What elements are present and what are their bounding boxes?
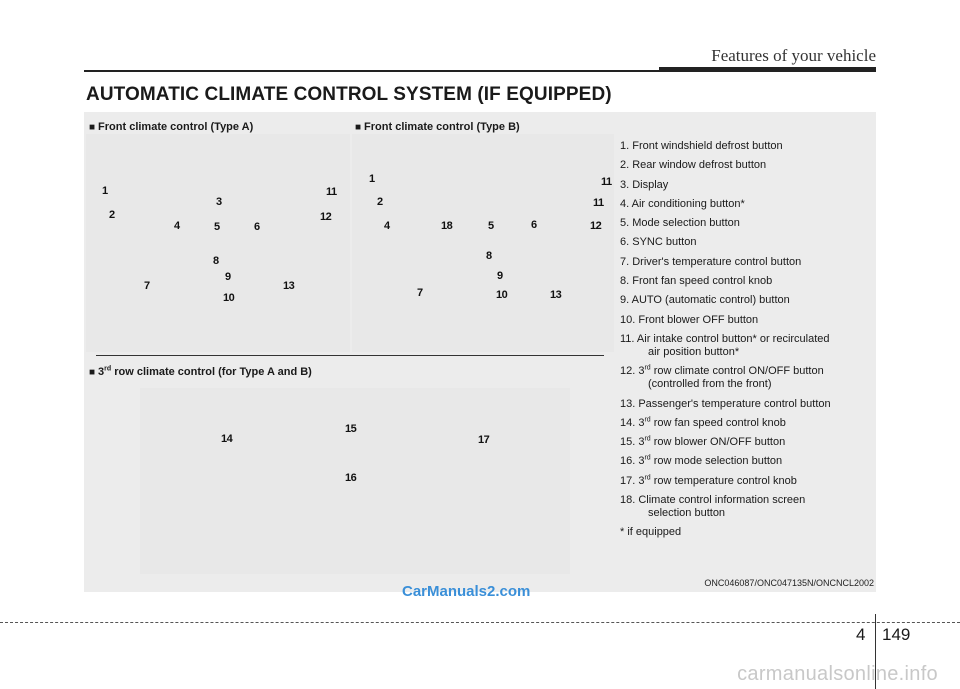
callout-a-8: 8 — [213, 255, 219, 267]
legend-item — [620, 417, 876, 430]
legend-item — [620, 365, 876, 391]
climate-control-type-b-image — [352, 134, 614, 352]
site-watermark: carmanualsonline.info — [737, 663, 938, 685]
legend-item-text: 5. Mode selection button — [620, 217, 740, 230]
caption-third-row — [89, 366, 312, 378]
callout-a-3: 3 — [216, 196, 222, 208]
legend-item — [620, 475, 876, 488]
square-bullet-icon: ■ — [89, 122, 96, 133]
legend-item-text: 4. Air conditioning button* — [620, 197, 745, 210]
legend-item-text-cont: selection button — [648, 507, 726, 520]
callout-a-7: 7 — [144, 280, 150, 292]
callout-b-11-top: 11 — [601, 176, 612, 188]
chapter-number: 4 — [856, 625, 866, 644]
callout-b-1: 1 — [369, 173, 375, 185]
legend-item-sup: rd — [644, 364, 651, 372]
legend-item-text: row blower ON/OFF button — [650, 436, 786, 449]
legend-item — [620, 140, 876, 153]
callout-b-11: 11 — [593, 197, 604, 209]
legend-item — [620, 159, 876, 172]
page-number: 149 — [882, 625, 911, 644]
callout-b-5: 5 — [488, 220, 494, 232]
legend-item-text: 3. Display — [620, 178, 669, 191]
legend-item-text: 15. 3 — [620, 436, 645, 449]
legend-item-text: 9. AUTO (automatic control) button — [620, 294, 790, 307]
caption-type-b-text: Front climate control (Type B) — [364, 121, 520, 133]
legend-item-text: 2. Rear window defrost button — [620, 159, 767, 172]
legend-item — [620, 333, 876, 359]
legend-item-text: 1. Front windshield defrost button — [620, 140, 783, 152]
legend-item-text: 7. Driver's temperature control button — [620, 255, 802, 268]
callout-a-12: 12 — [320, 211, 332, 223]
callout-a-1: 1 — [102, 185, 108, 197]
legend-item-text: 13. Passenger's temperature control button — [620, 397, 831, 410]
legend-item-text: row climate control ON/OFF button — [650, 365, 824, 378]
square-bullet-icon: ■ — [89, 367, 96, 378]
legend-item-text: 18. Climate control information screen — [620, 494, 806, 507]
callout-a-5: 5 — [214, 221, 220, 233]
header-rule — [84, 70, 659, 72]
callout-c-14: 14 — [221, 433, 233, 445]
callout-b-2: 2 — [377, 196, 383, 208]
legend-list — [620, 140, 876, 539]
legend-item-text: 8. Front fan speed control knob — [620, 275, 773, 288]
legend-item-text: 14. 3 — [620, 416, 645, 429]
figure-divider — [96, 355, 604, 356]
legend-item-text: 11. Air intake control button* or recirculated — [620, 332, 830, 345]
callout-c-17: 17 — [478, 434, 490, 446]
image-code: ONC046087/ONC047135N/ONCNCL2002 — [704, 578, 874, 588]
section-title: AUTOMATIC CLIMATE CONTROL SYSTEM (IF EQUIPPED) — [86, 84, 612, 105]
legend-item — [620, 455, 876, 468]
callout-b-10: 10 — [496, 289, 508, 301]
legend-item-sup: rd — [644, 474, 651, 482]
callout-a-4: 4 — [174, 220, 180, 232]
legend-item — [620, 217, 876, 230]
legend-item-text: 6. SYNC button — [620, 236, 697, 249]
legend-item-sup: rd — [644, 435, 651, 443]
caption-type-a — [89, 121, 253, 133]
header-title: Features of your vehicle — [711, 46, 876, 65]
legend-item — [620, 256, 876, 269]
callout-b-8: 8 — [486, 250, 492, 262]
caption-third-row-number: 3 — [98, 366, 105, 378]
callout-b-9: 9 — [497, 270, 503, 282]
caption-third-row-sup: rd — [104, 365, 112, 373]
square-bullet-icon: ■ — [355, 122, 362, 133]
footer-rule — [0, 622, 960, 623]
callout-b-6: 6 — [531, 219, 537, 231]
legend-item — [620, 179, 876, 192]
watermark-link[interactable]: CarManuals2.com — [402, 583, 531, 600]
legend-item — [620, 236, 876, 249]
legend-item — [620, 436, 876, 449]
callout-a-10: 10 — [223, 292, 235, 304]
legend-item-sup: rd — [644, 454, 651, 462]
caption-type-b — [355, 121, 520, 133]
callout-a-6: 6 — [254, 221, 260, 233]
callout-b-4: 4 — [384, 220, 390, 232]
header-rule-thick — [659, 67, 876, 72]
caption-third-row-text: row climate control (for Type A and B) — [111, 366, 312, 378]
callout-a-2: 2 — [109, 209, 115, 221]
legend-item — [620, 294, 876, 307]
legend-item — [620, 398, 876, 411]
legend-item-text: row fan speed control knob — [650, 416, 786, 429]
legend-item-text-cont: (controlled from the front) — [648, 378, 772, 391]
legend-item — [620, 198, 876, 211]
legend-item — [620, 314, 876, 327]
caption-type-a-text: Front climate control (Type A) — [98, 121, 254, 133]
legend-item-text: 10. Front blower OFF button — [620, 313, 759, 326]
callout-b-12: 12 — [590, 220, 602, 232]
callout-b-13: 13 — [550, 289, 562, 301]
callout-b-18: 18 — [441, 220, 453, 232]
callout-b-7: 7 — [417, 287, 423, 299]
legend-item-text: row mode selection button — [650, 455, 783, 468]
climate-control-type-a-image — [86, 134, 350, 352]
legend-item-sup: rd — [644, 416, 651, 424]
callout-a-9: 9 — [225, 271, 231, 283]
footnote: * if equipped — [620, 526, 682, 539]
legend-item-text: 16. 3 — [620, 455, 645, 468]
legend-item — [620, 275, 876, 288]
callout-a-13: 13 — [283, 280, 295, 292]
legend-item — [620, 494, 876, 520]
legend-item-text: 12. 3 — [620, 365, 645, 378]
callout-c-15: 15 — [345, 423, 357, 435]
callout-c-16: 16 — [345, 472, 357, 484]
legend-item-text: 17. 3 — [620, 474, 645, 487]
legend-item-text-cont: air position button* — [648, 345, 740, 358]
callout-a-11: 11 — [326, 186, 337, 198]
legend-item-text: row temperature control knob — [650, 474, 797, 487]
